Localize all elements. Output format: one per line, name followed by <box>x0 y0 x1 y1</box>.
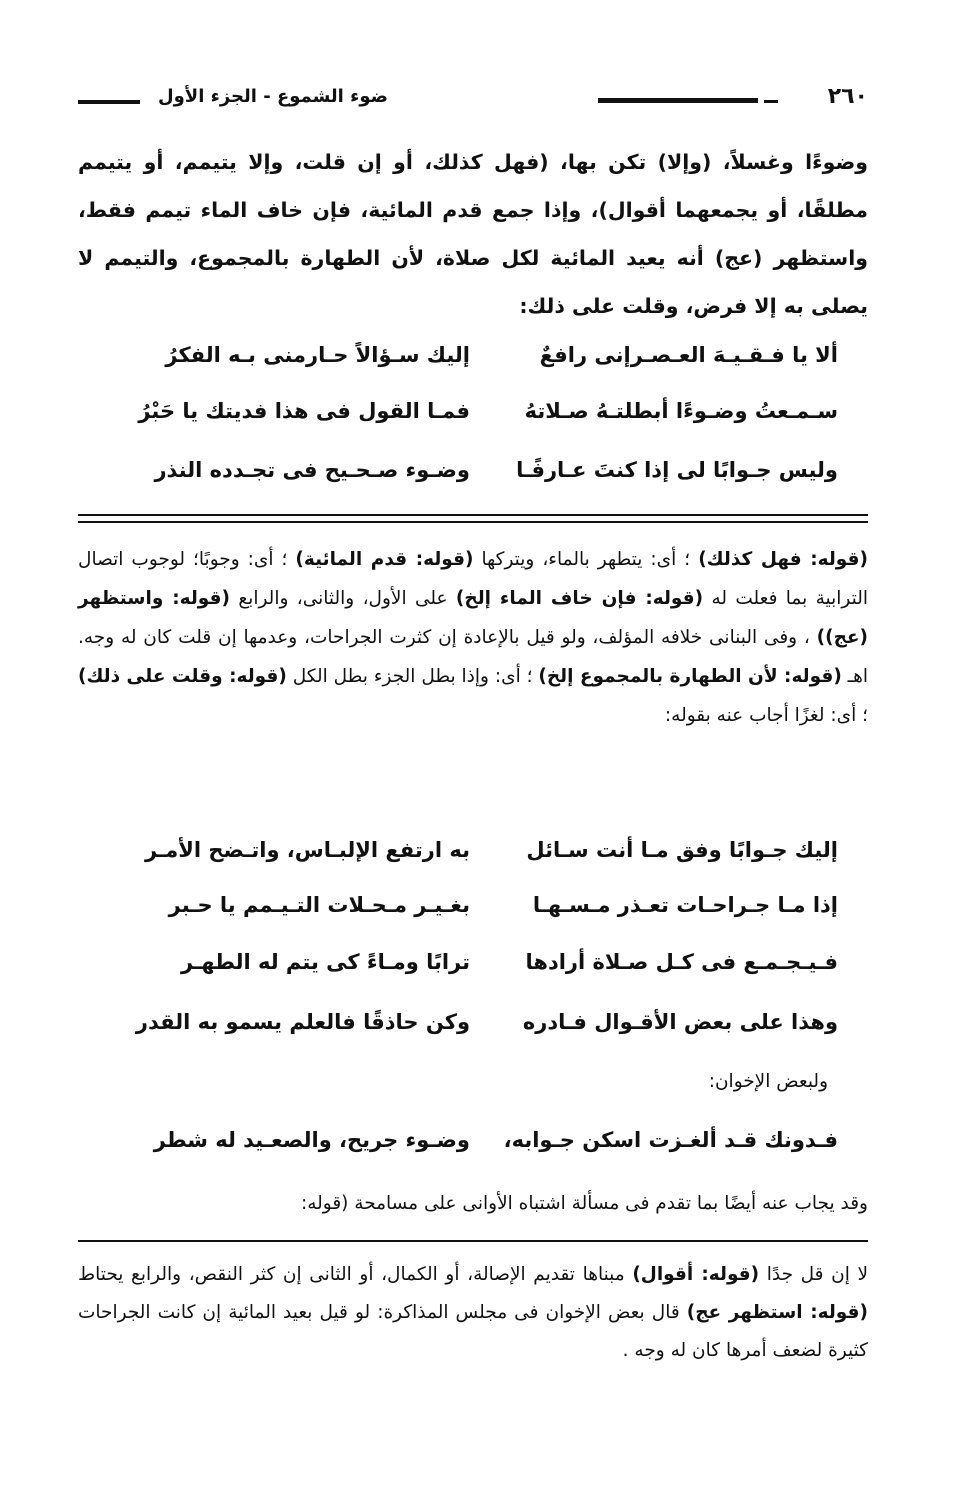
poem2-verse <box>100 838 838 882</box>
section-rule-bottom <box>78 521 868 523</box>
closing-line: وقد يجاب عنه أيضًا بما تقدم فى مسألة اشتباه الأوانى على مسامحة (قوله: <box>300 1193 868 1214</box>
header-dash-right <box>764 100 778 103</box>
commentary-quote: (قوله: فهل كذلك) <box>698 549 868 570</box>
commentary-quote: (قوله: فإن خاف الماء إلخ) <box>455 588 704 609</box>
hemistich-first: فـيـجـمـع فى كـل صـلاة أرادها <box>525 950 838 974</box>
poem2-verse <box>100 950 838 994</box>
footnote-paragraph <box>78 1256 868 1370</box>
hemistich-second: به ارتفع الإلبـاس، واتـضح الأمـر <box>144 838 470 862</box>
poem1-verse <box>100 343 838 387</box>
hemistich-second: وضـوء صـحـيح فى تجـدده النذر <box>154 458 470 482</box>
commentary-quote: (قوله: واستظهر (عج)) <box>78 588 868 648</box>
commentary-quote: (قوله: وقلت على ذلك) <box>77 666 287 687</box>
footnote-quote: (قوله: استظهر عج) <box>686 1302 868 1323</box>
hemistich-first: سـمـعتُ وضـوءًا أبطلتـهُ صـلاتهُ <box>524 399 838 423</box>
footnote-text: قال بعض الإخوان فى مجلس المذاكرة: لو قيل بعيد المائية إن كانت الجراحات كثيرة لضعف أمرها كان له وجه . <box>78 1302 868 1361</box>
poem3-verse <box>100 1128 838 1172</box>
poem2-verse <box>100 893 838 937</box>
page-number: ٢٦٠ <box>827 84 868 109</box>
poem1-verse <box>100 399 838 443</box>
commentary-text: ، وفى البنانى خلافه المؤلف، ولو قيل بالإعادة إن كثرت الجراحات، وعدمها إن قلت كان له وجه. اهـ <box>78 627 868 687</box>
footnote-rule <box>78 1240 868 1242</box>
hemistich-second: وضـوء جريح، والصعـيد له شطر <box>153 1128 470 1152</box>
hemistich-first: إذا مـا جـراحـات تعـذر مـسـهـا <box>532 893 838 917</box>
commentary-text: ؛ أى: لغزًا أجاب عنه بقوله: <box>664 705 868 726</box>
header-rule <box>598 98 758 103</box>
poem2-verse <box>100 1010 838 1054</box>
hemistich-second: فمـا القول فى هذا فديتك يا حَبْرُ <box>138 399 470 423</box>
main-paragraph: وضوءًا وغسلاً، (وإلا) تكن بها، (فهل كذلك، أو إن قلت، وإلا يتيمم، أو يتيمم مطلقًا، أو يجمعهما أقوال)، وإذا جمع قدم المائية، فإن خاف الماء تيمم فقط، واستظهر (عج) أنه يعيد المائية لكل صلاة، لأن الطهارة بالمجموع، والتيمم لا يصلى به إلا فرض، وقلت على ذلك: <box>78 150 868 318</box>
hemistich-second: وكن حاذقًا فالعلم يسمو به القدر <box>135 1010 470 1034</box>
hemistich-first: ألا يا فـقـيـهَ العـصـرإنى رافعٌ <box>539 343 838 367</box>
commentary-text: على الأول، والثانى، والرابع <box>238 588 448 609</box>
footnote-quote: (قوله: أقوال) <box>632 1264 760 1285</box>
hemistich-first: فـدونك قـد ألغـزت اسكن جـوابه، <box>503 1128 838 1152</box>
commentary-text: ؛ أى: وإذا بطل الجزء بطل الكل <box>292 666 533 687</box>
commentary-paragraph <box>78 540 868 735</box>
footnote-text: لا إن قل جدًا <box>766 1264 869 1285</box>
main-text <box>78 138 868 330</box>
brothers-intro: ولبعض الإخوان: <box>708 1071 828 1092</box>
section-rule-top <box>78 514 868 516</box>
hemistich-first: وهذا على بعض الأقـوال فـادره <box>522 1010 838 1034</box>
commentary-quote: (قوله: قدم المائية) <box>295 549 474 570</box>
hemistich-second: بغـيـر مـحـلات التـيـمم يا حـبر <box>168 893 470 917</box>
hemistich-second: إليك سـؤالاً حـارمنى بـه الفكرُ <box>165 343 470 367</box>
commentary-text: ؛ أى: يتطهر بالماء، ويتركها <box>481 549 691 570</box>
footnote-text: مبناها تقديم الإصالة، أو الكمال، أو الثانى إن كثر النقص، والرابع يحتاط <box>78 1264 625 1285</box>
hemistich-second: ترابًا ومـاءً كى يتم له الطهـر <box>181 950 470 974</box>
running-header <box>78 82 868 112</box>
commentary-quote: (قوله: لأن الطهارة بالمجموع إلخ) <box>538 666 842 687</box>
header-title: ضوء الشموع - الجزء الأول <box>158 86 388 107</box>
header-dash-left <box>78 100 140 104</box>
commentary-text: ؛ أى: وجوبًا؛ لوجوب اتصال الترابية بما فعلت له <box>78 549 868 609</box>
hemistich-first: وليس جـوابًا لى إذا كنتَ عـارفًـا <box>516 458 838 482</box>
hemistich-first: إليك جـوابًا وفق مـا أنت سـائل <box>526 838 838 862</box>
poem1-verse <box>100 458 838 502</box>
